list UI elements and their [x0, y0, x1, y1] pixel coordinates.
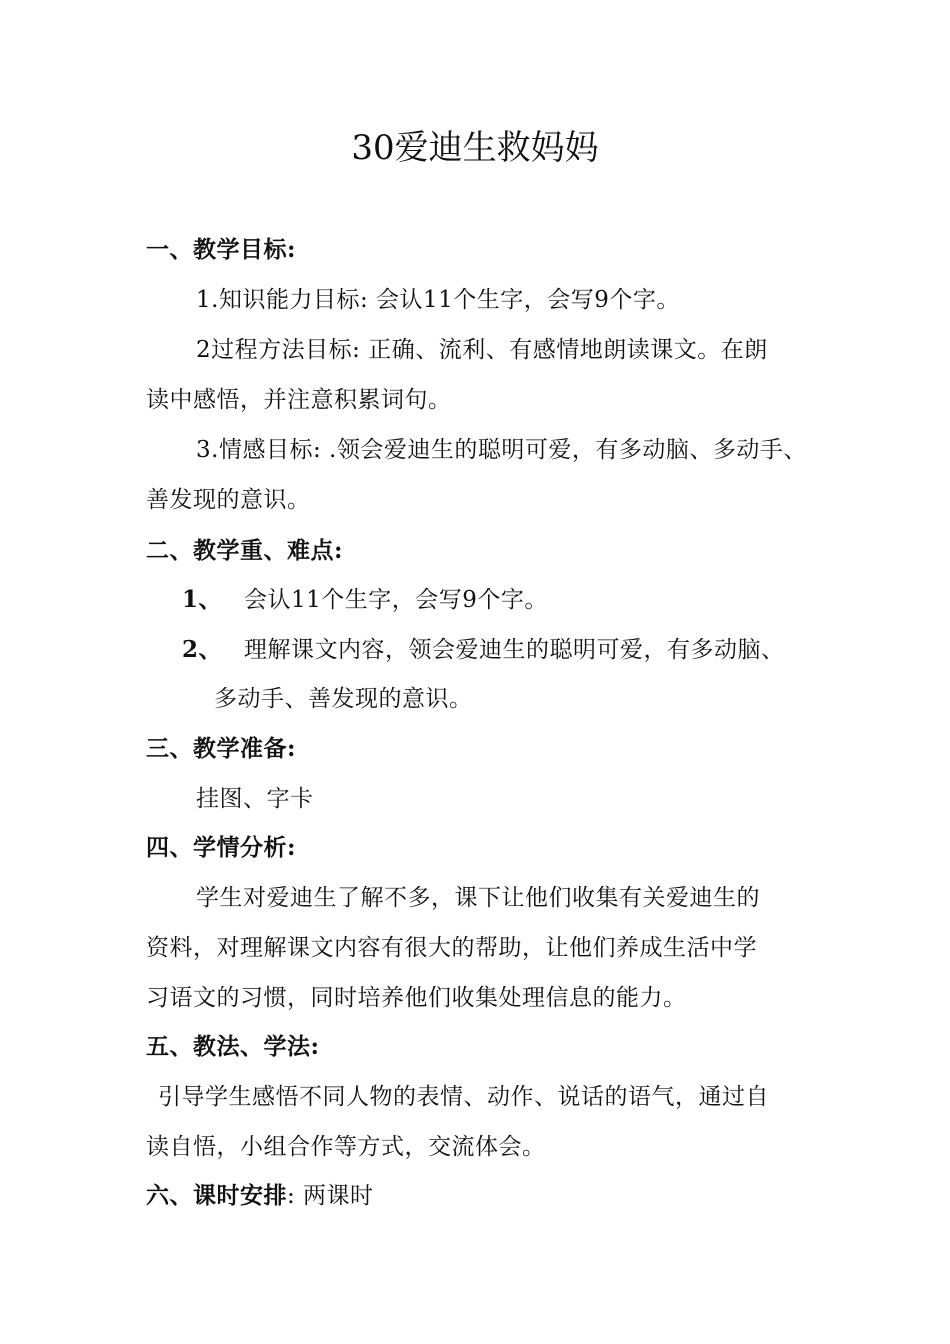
document-title: 30爱迪生救妈妈	[351, 128, 599, 168]
section-heading-schedule: 六、课时安排	[146, 1182, 287, 1209]
section-heading-objectives: 一、教学目标:	[146, 236, 296, 263]
methods-line: 引导学生感悟不同人物的表情、动作、说话的语气，通过自	[158, 1084, 769, 1110]
analysis-line: 资料，对理解课文内容有很大的帮助，让他们养成生活中学	[146, 935, 757, 961]
section-heading-key-points: 二、教学重、难点:	[146, 537, 343, 564]
list-item	[182, 584, 548, 616]
list-item	[182, 634, 785, 666]
section-heading-methods: 五、教法、学法:	[146, 1033, 320, 1060]
analysis-line: 学生对爱迪生了解不多，课下让他们收集有关爱迪生的	[196, 885, 760, 911]
list-item-text: 会认11个生字，会写9个字。	[244, 587, 548, 613]
section-heading-analysis: 四、学情分析:	[146, 834, 296, 861]
schedule-text: : 两课时	[287, 1183, 374, 1209]
methods-line: 读自悟，小组合作等方式，交流体会。	[146, 1134, 546, 1160]
list-item-continuation: 多动手、善发现的意识。	[214, 686, 473, 712]
section-heading-preparation: 三、教学准备:	[146, 735, 296, 762]
analysis-line: 习语文的习惯，同时培养他们收集处理信息的能力。	[146, 985, 687, 1011]
list-item-number: 2、	[182, 636, 223, 663]
objective-line: 读中感悟，并注意积累词句。	[146, 387, 452, 413]
objective-line: 3.情感目标: .领会爱迪生的聪明可爱，有多动脑、多动手、	[196, 437, 807, 463]
preparation-line: 挂图、字卡	[196, 786, 314, 812]
list-item-text: 理解课文内容，领会爱迪生的聪明可爱，有多动脑、	[244, 637, 785, 663]
objective-line: 善发现的意识。	[146, 487, 311, 513]
schedule-line	[146, 1180, 374, 1212]
objective-line: 2过程方法目标: 正确、流利、有感情地朗读课文。在朗	[196, 337, 768, 363]
list-item-number: 1、	[182, 586, 223, 613]
objective-line: 1.知识能力目标: 会认11个生字，会写9个字。	[196, 287, 680, 313]
